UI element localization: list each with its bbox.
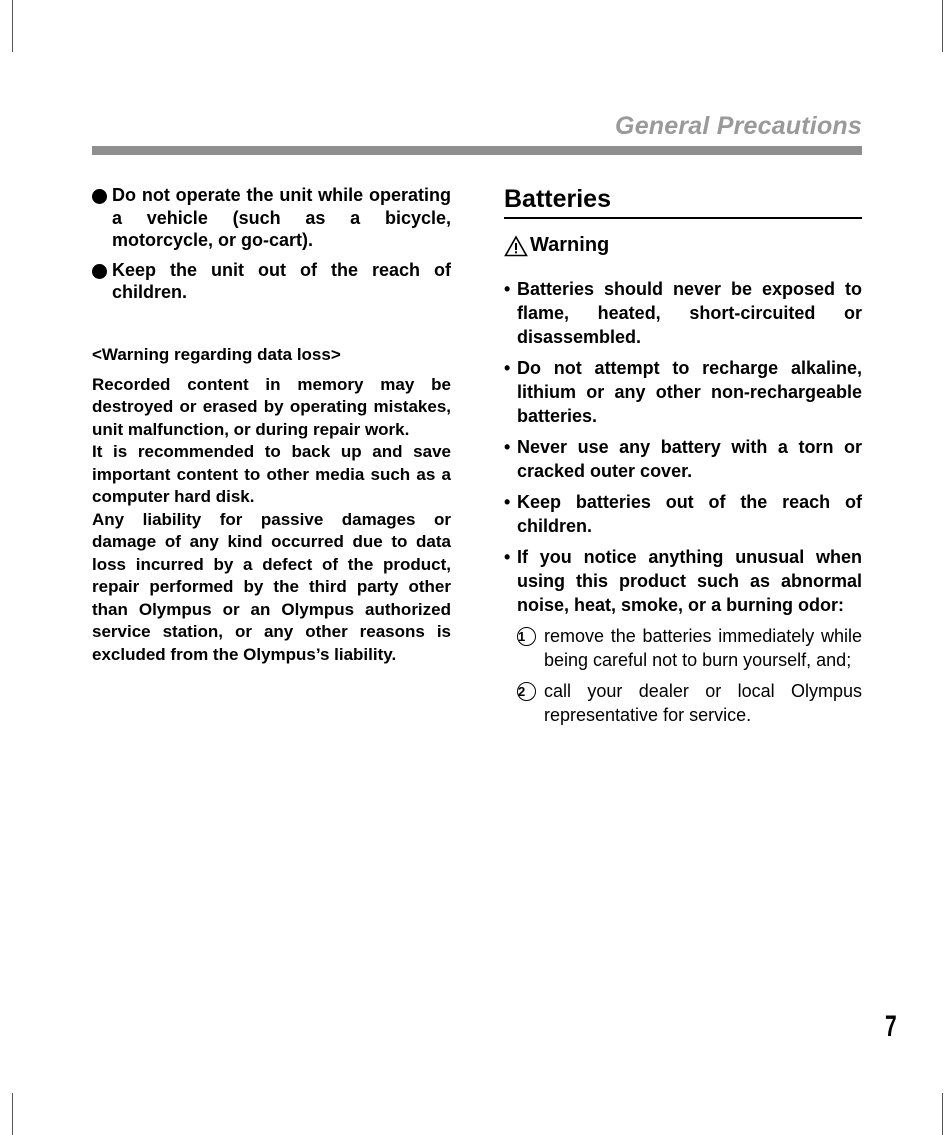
crop-mark-bottom-left xyxy=(12,1093,13,1135)
warning-item xyxy=(504,435,862,483)
right-column xyxy=(504,184,862,727)
warning-text: Batteries should never be exposed to flame, heated, short-circuited or disassembled. xyxy=(517,279,862,347)
warning-text: Do not attempt to recharge alkaline, lithium or any other non-rechargeable batteries. xyxy=(517,358,862,426)
step-number-circle: 2 xyxy=(517,682,536,701)
data-loss-heading: <Warning regarding data loss> xyxy=(92,344,341,364)
bullet-dot-icon xyxy=(92,189,107,204)
header-rule xyxy=(92,146,862,155)
step-number-circle: 1 xyxy=(517,627,536,646)
crop-mark-top-right xyxy=(942,0,943,52)
step-text: remove the batteries immediately while being careful not to burn yourself, and; xyxy=(544,626,862,670)
bullet-text: Keep the unit out of the reach of children. xyxy=(112,259,451,303)
bullet-icon: • xyxy=(504,437,511,457)
bullet-icon: • xyxy=(504,547,511,567)
crop-mark-top-left xyxy=(12,0,13,52)
data-loss-paragraph: It is recommended to back up and save important content to other media such as a computer hard disk. xyxy=(92,442,451,507)
crop-mark-bottom-right xyxy=(942,1093,943,1135)
bullet-item xyxy=(92,259,451,304)
battery-warning-list xyxy=(504,277,862,617)
warning-item xyxy=(504,545,862,617)
step-list xyxy=(504,624,862,727)
step-item xyxy=(517,624,862,672)
warning-text: Keep batteries out of the reach of children. xyxy=(517,492,862,536)
step-text: call your dealer or local Olympus representative for service. xyxy=(544,681,862,725)
step-item xyxy=(517,679,862,727)
bullet-icon: • xyxy=(504,358,511,378)
warning-text: Never use any battery with a torn or cracked outer cover. xyxy=(517,437,862,481)
warning-item xyxy=(504,277,862,349)
page-number: 7 xyxy=(885,1010,897,1043)
warning-label: Warning xyxy=(530,234,610,256)
bullet-icon: • xyxy=(504,492,511,512)
data-loss-paragraph: Any liability for passive damages or damage of any kind occurred due to data loss incurred by a defect of the product, repair performed by the third party other than Olympus or an Olympus authorized service station, or any other reasons is excluded from the Olympus’s liability. xyxy=(92,509,451,664)
section-title: General Precautions xyxy=(615,112,862,140)
bullet-item xyxy=(92,184,451,252)
bullet-text: Do not operate the unit while operating a vehicle (such as a bicycle, motorcycle, or go-cart). xyxy=(112,185,451,251)
warning-text: If you notice anything unusual when using this product such as abnormal noise, heat, smoke, or a burning odor: xyxy=(517,547,862,615)
bullet-icon: • xyxy=(504,279,511,299)
warning-item xyxy=(504,356,862,428)
warning-heading xyxy=(504,234,862,257)
data-loss-paragraph: Recorded content in memory may be destroyed or erased by operating mistakes, unit malfunction, or during repair work. xyxy=(92,374,451,439)
left-column xyxy=(92,184,451,666)
batteries-title: Batteries xyxy=(504,184,862,219)
bullet-dot-icon xyxy=(92,264,107,279)
warning-triangle-icon xyxy=(504,235,528,257)
warning-item xyxy=(504,490,862,538)
